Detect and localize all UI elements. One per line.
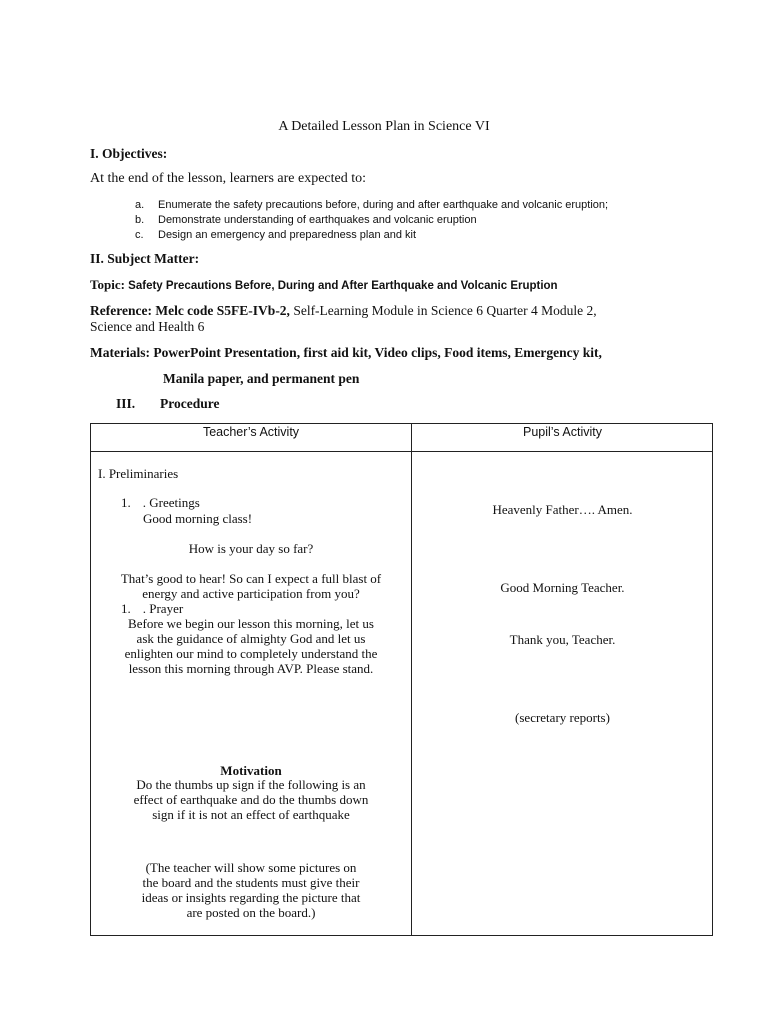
motivation-heading: Motivation bbox=[220, 763, 282, 778]
day-question: How is your day so far? bbox=[188, 541, 314, 556]
prayer-line: lesson this morning through AVP. Please stand. bbox=[128, 661, 374, 676]
list-marker: 1. bbox=[121, 495, 131, 510]
pupil-response: Thank you, Teacher. bbox=[509, 632, 616, 647]
column-divider bbox=[411, 424, 412, 935]
materials-line: Materials: PowerPoint Presentation, first aid kit, Video clips, Food items, Emergency kit, bbox=[90, 345, 602, 360]
prayer-line: Before we begin our lesson this morning, let us bbox=[128, 616, 374, 631]
procedure-number: III. bbox=[116, 396, 136, 411]
pupil-response: Heavenly Father…. Amen. bbox=[492, 502, 633, 517]
greetings-item bbox=[121, 495, 200, 510]
pupil-response: Good Morning Teacher. bbox=[500, 580, 625, 595]
teacher-activity-header: Teacher’s Activity bbox=[202, 425, 300, 439]
procedure-label: Procedure bbox=[160, 396, 220, 411]
objective-text: Design an emergency and preparedness plan and kit bbox=[158, 229, 417, 241]
topic-line bbox=[90, 277, 558, 293]
pictures-line: ideas or insights regarding the picture that bbox=[141, 890, 361, 905]
objective-item bbox=[135, 199, 608, 211]
motivation-line: sign if it is not an effect of earthquake bbox=[152, 807, 350, 822]
list-marker: b. bbox=[135, 214, 145, 226]
procedure-table bbox=[90, 423, 713, 936]
prayer-line: enlighten our mind to completely understand the bbox=[124, 646, 378, 661]
materials-line-cont: Manila paper, and permanent pen bbox=[163, 371, 360, 386]
pictures-note bbox=[91, 860, 411, 920]
objective-item bbox=[135, 229, 416, 241]
objective-text: Enumerate the safety precautions before, during and after earthquake and volcanic eruption; bbox=[158, 199, 609, 211]
pictures-line: (The teacher will show some pictures on bbox=[145, 860, 357, 875]
document-title: A Detailed Lesson Plan in Science VI bbox=[278, 119, 490, 134]
pupil-activity-header: Pupil’s Activity bbox=[523, 425, 602, 439]
list-marker: c. bbox=[135, 229, 144, 241]
topic-label: Topic: bbox=[90, 277, 125, 292]
prayer-text bbox=[91, 616, 411, 676]
objective-text: Demonstrate understanding of earthquakes and volcanic eruption bbox=[158, 214, 477, 226]
participation-text bbox=[91, 571, 411, 601]
procedure-heading bbox=[116, 396, 219, 412]
reference-value: Self-Learning Module in Science 6 Quarter 4 Module 2, bbox=[289, 303, 597, 318]
subject-matter-heading: II. Subject Matter: bbox=[90, 251, 200, 266]
motivation-line: Do the thumbs up sign if the following is an bbox=[136, 777, 366, 792]
prayer-line: ask the guidance of almighty God and let us bbox=[136, 631, 366, 646]
objective-item bbox=[135, 214, 477, 226]
pictures-line: the board and the students must give their bbox=[142, 875, 360, 890]
list-marker: 1. bbox=[121, 601, 131, 616]
participation-line: That’s good to hear! So can I expect a full blast of bbox=[120, 571, 382, 586]
header-divider bbox=[91, 451, 712, 452]
greeting-text: Good morning class! bbox=[143, 511, 253, 526]
motivation-line: effect of earthquake and do the thumbs down bbox=[133, 792, 369, 807]
reference-value-cont: Science and Health 6 bbox=[90, 319, 205, 334]
preliminaries-heading: I. Preliminaries bbox=[98, 466, 179, 481]
prayer-item bbox=[121, 601, 183, 616]
reference-label: Reference: Melc code S5FE-IVb-2, bbox=[90, 303, 290, 318]
topic-value: Safety Precautions Before, During and After Earthquake and Volcanic Eruption bbox=[128, 280, 558, 292]
participation-line: energy and active participation from you? bbox=[142, 586, 360, 601]
motivation-instructions bbox=[91, 777, 411, 822]
objectives-heading: I. Objectives: bbox=[90, 146, 168, 161]
list-marker: a. bbox=[135, 199, 145, 211]
objectives-intro: At the end of the lesson, learners are expected to: bbox=[90, 171, 367, 186]
prayer-label: . Prayer bbox=[142, 601, 184, 616]
greetings-label: . Greetings bbox=[142, 495, 200, 510]
reference-block bbox=[90, 303, 680, 335]
pictures-line: are posted on the board.) bbox=[186, 905, 316, 920]
pupil-response: (secretary reports) bbox=[515, 710, 610, 725]
